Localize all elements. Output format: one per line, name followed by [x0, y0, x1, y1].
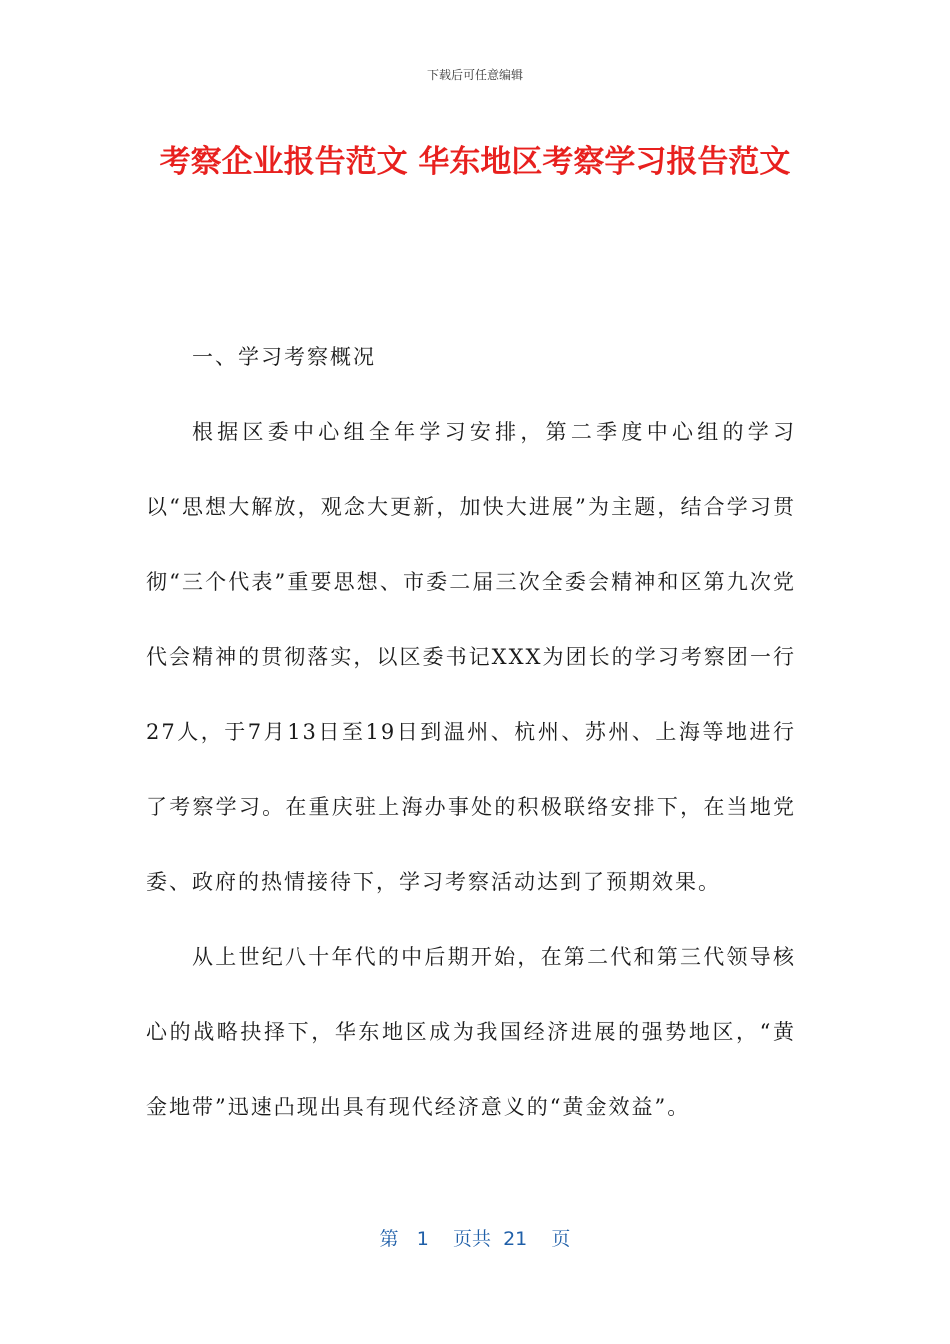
header-note: 下载后可任意编辑: [426, 68, 523, 82]
document-title: 考察企业报告范文 华东地区考察学习报告范文: [159, 144, 791, 180]
section-heading: 一、学习考察概况: [192, 345, 376, 369]
page-prefix: 第: [379, 1228, 399, 1250]
page-middle: 页共: [452, 1228, 491, 1250]
total-pages-number: 21: [503, 1228, 528, 1250]
paragraph: 从上世纪八十年代的中后期开始，在第二代和第三代领导核心的战略抉择下，华东地区成为我国经济进展的强势地区，“黄金地带”迅速凸现出具有现代经济意义的“黄金效益”。: [146, 945, 796, 1119]
current-page-number: 1: [416, 1228, 429, 1250]
page-suffix: 页: [551, 1228, 571, 1250]
paragraph: 根据区委中心组全年学习安排，第二季度中心组的学习以“思想大解放，观念大更新，加快大进展”为主题，结合学习贯彻“三个代表”重要思想、市委二届三次全委会精神和区第九次党代会精神的贯彻落实，以区委书记XXX为团长的学习考察团一行27人，于7月13日至19日到温州、杭州、苏州、上海等地进行了考察学习。在重庆驻上海办事处的积极联络安排下，在当地党委、政府的热情接待下，学习考察活动达到了预期效果。: [146, 420, 796, 894]
document-body: [146, 320, 796, 1145]
page-footer: [0, 1224, 950, 1251]
